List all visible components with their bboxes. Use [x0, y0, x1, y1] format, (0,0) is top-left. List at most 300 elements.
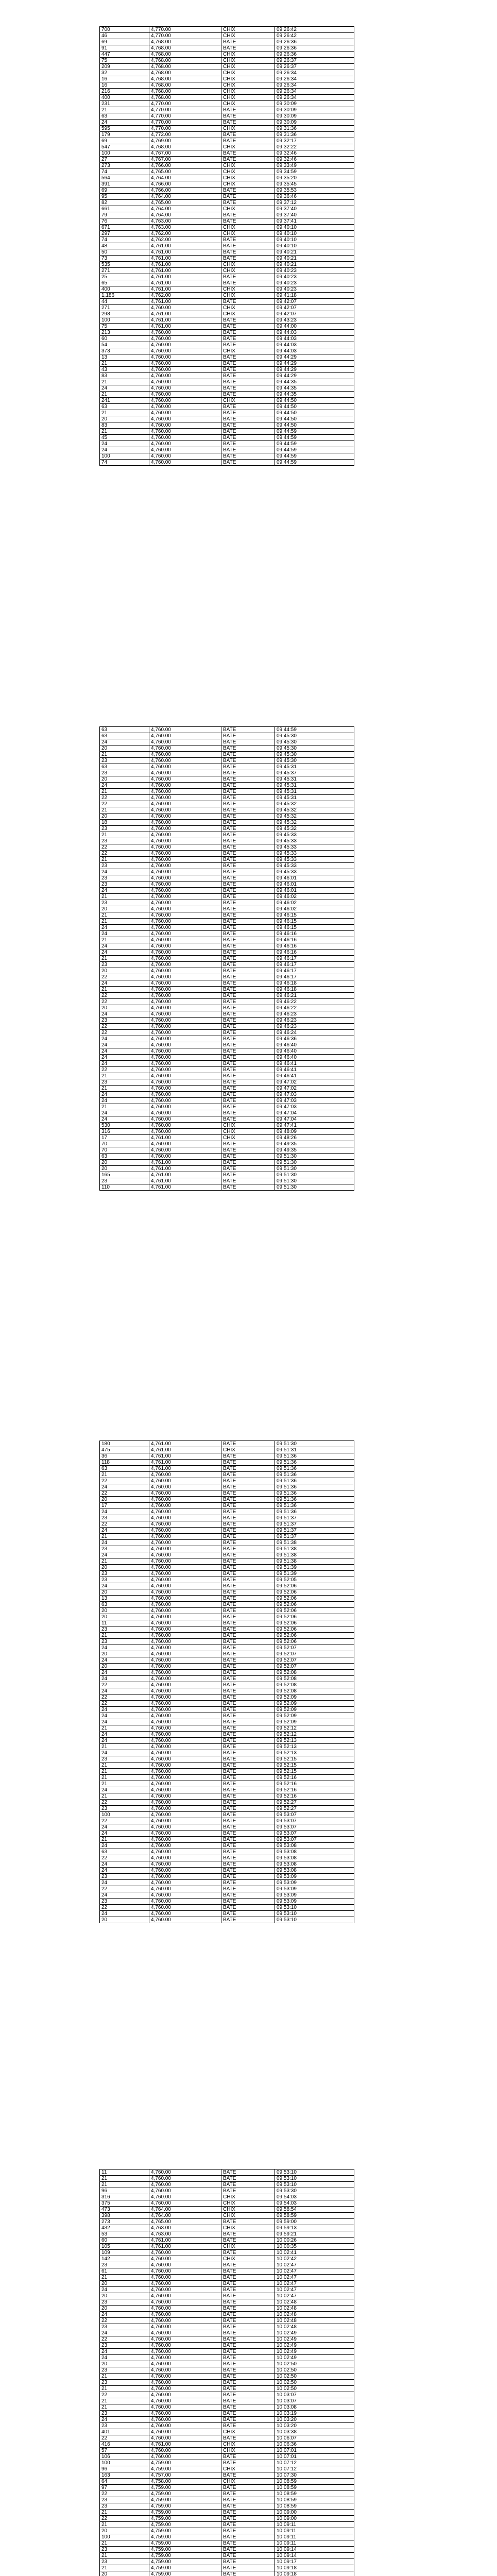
price-cell: 4,760.00	[149, 305, 221, 311]
price-cell: 4,760.00	[149, 2299, 221, 2306]
venue-cell: BATE	[221, 1166, 275, 1172]
venue-cell: CHIX	[221, 76, 275, 82]
volume-cell: 23	[100, 962, 149, 968]
volume-cell: 63	[100, 764, 149, 770]
volume-cell: 21	[100, 1472, 149, 1478]
venue-cell: BATE	[221, 299, 275, 305]
time-cell: 10:02:47	[275, 2293, 354, 2299]
table-row	[100, 1098, 354, 1104]
venue-cell: BATE	[221, 404, 275, 410]
table-row	[100, 2182, 354, 2188]
table-row	[100, 1036, 354, 1042]
volume-cell: 20	[100, 906, 149, 912]
price-cell: 4,760.00	[149, 373, 221, 379]
venue-cell: BATE	[221, 2287, 275, 2293]
venue-cell: BATE	[221, 361, 275, 367]
volume-cell: 21	[100, 956, 149, 962]
price-cell: 4,761.00	[149, 280, 221, 286]
volume-cell: 1,186	[100, 293, 149, 299]
time-cell: 09:52:15	[275, 1756, 354, 1762]
price-cell: 4,760.00	[149, 2343, 221, 2349]
volume-cell: 23	[100, 2262, 149, 2268]
table-row	[100, 851, 354, 857]
venue-cell: CHIX	[221, 2466, 275, 2472]
venue-cell: BATE	[221, 429, 275, 435]
time-cell: 10:02:48	[275, 2299, 354, 2306]
price-cell: 4,770.00	[149, 120, 221, 126]
venue-cell: BATE	[221, 1843, 275, 1849]
volume-cell: 20	[100, 1497, 149, 1503]
time-cell: 09:40:21	[275, 262, 354, 268]
volume-cell: 23	[100, 2497, 149, 2503]
volume-cell: 23	[100, 1639, 149, 1645]
price-cell: 4,766.00	[149, 181, 221, 188]
table-row	[100, 2448, 354, 2454]
price-cell: 4,760.00	[149, 1110, 221, 1116]
venue-cell: CHIX	[221, 126, 275, 132]
table-row	[100, 286, 354, 293]
venue-cell: BATE	[221, 2565, 275, 2571]
venue-cell: BATE	[221, 1756, 275, 1762]
venue-cell: BATE	[221, 1639, 275, 1645]
price-cell: 4,768.00	[149, 95, 221, 101]
time-cell: 10:03:20	[275, 2423, 354, 2429]
time-cell: 10:02:48	[275, 2318, 354, 2324]
table-row	[100, 293, 354, 299]
time-cell: 09:44:59	[275, 435, 354, 441]
table-row	[100, 1639, 354, 1645]
volume-cell: 401	[100, 2429, 149, 2435]
volume-cell: 24	[100, 950, 149, 956]
time-cell: 09:32:17	[275, 138, 354, 144]
time-cell: 09:37:40	[275, 212, 354, 218]
volume-cell: 17	[100, 1135, 149, 1141]
time-cell: 09:40:10	[275, 237, 354, 243]
time-cell: 09:54:03	[275, 2194, 354, 2200]
volume-cell: 22	[100, 1478, 149, 1484]
price-cell: 4,768.00	[149, 70, 221, 76]
table-row	[100, 1843, 354, 1849]
time-cell: 09:52:09	[275, 1694, 354, 1701]
price-cell: 4,759.00	[149, 2460, 221, 2466]
time-cell: 09:47:02	[275, 1086, 354, 1092]
venue-cell: BATE	[221, 188, 275, 194]
price-cell: 4,760.00	[149, 851, 221, 857]
table-row	[100, 89, 354, 95]
price-cell: 4,760.00	[149, 2312, 221, 2318]
volume-cell: 24	[100, 1098, 149, 1104]
time-cell: 09:53:09	[275, 1874, 354, 1880]
volume-cell: 20	[100, 1614, 149, 1620]
time-cell: 09:46:23	[275, 1024, 354, 1030]
venue-cell: BATE	[221, 2268, 275, 2275]
time-cell: 09:46:40	[275, 1055, 354, 1061]
volume-cell: 21	[100, 1073, 149, 1079]
table-row	[100, 52, 354, 58]
time-cell: 10:09:11	[275, 2540, 354, 2547]
table-row	[100, 2404, 354, 2411]
venue-cell: BATE	[221, 1546, 275, 1552]
time-cell: 09:45:30	[275, 752, 354, 758]
time-cell: 09:52:09	[275, 1719, 354, 1725]
volume-cell: 447	[100, 52, 149, 58]
price-cell: 4,758.00	[149, 2479, 221, 2485]
venue-cell: BATE	[221, 1911, 275, 1917]
table-row	[100, 2231, 354, 2238]
venue-cell: BATE	[221, 2491, 275, 2497]
time-cell: 09:45:31	[275, 783, 354, 789]
time-cell: 09:46:17	[275, 968, 354, 974]
table-row	[100, 1515, 354, 1521]
time-cell: 09:46:18	[275, 980, 354, 987]
time-cell: 09:52:12	[275, 1725, 354, 1732]
venue-cell: BATE	[221, 801, 275, 807]
price-cell: 4,760.00	[149, 1086, 221, 1092]
time-cell: 10:06:36	[275, 2442, 354, 2448]
venue-cell: BATE	[221, 2528, 275, 2534]
table-row	[100, 1880, 354, 1886]
venue-cell: BATE	[221, 956, 275, 962]
venue-cell: BATE	[221, 1011, 275, 1018]
volume-cell: 24	[100, 783, 149, 789]
time-cell: 10:02:50	[275, 2386, 354, 2392]
time-cell: 09:44:00	[275, 324, 354, 330]
venue-cell: BATE	[221, 1713, 275, 1719]
time-cell: 09:46:02	[275, 906, 354, 912]
time-cell: 09:51:30	[275, 1154, 354, 1160]
venue-cell: BATE	[221, 1787, 275, 1793]
price-cell: 4,760.00	[149, 1558, 221, 1565]
table-row	[100, 1490, 354, 1497]
venue-cell: BATE	[221, 1670, 275, 1676]
volume-cell: 241	[100, 398, 149, 404]
price-cell: 4,760.00	[149, 770, 221, 776]
volume-cell: 21	[100, 1633, 149, 1639]
table-row	[100, 919, 354, 925]
price-cell: 4,760.00	[149, 447, 221, 453]
time-cell: 09:46:24	[275, 1030, 354, 1036]
table-row	[100, 1110, 354, 1116]
time-cell: 09:53:10	[275, 1911, 354, 1917]
venue-cell: BATE	[221, 1874, 275, 1880]
volume-cell: 23	[100, 2299, 149, 2306]
time-cell: 09:42:07	[275, 305, 354, 311]
time-cell: 09:46:22	[275, 999, 354, 1005]
volume-cell: 24	[100, 1892, 149, 1899]
price-cell: 4,760.00	[149, 1620, 221, 1626]
price-cell: 4,761.00	[149, 1453, 221, 1460]
table-row	[100, 1676, 354, 1682]
price-cell: 4,760.00	[149, 733, 221, 739]
time-cell: 09:45:32	[275, 820, 354, 826]
table-row	[100, 157, 354, 163]
volume-cell: 21	[100, 1793, 149, 1800]
time-cell: 09:51:38	[275, 1558, 354, 1565]
price-cell: 4,760.00	[149, 1596, 221, 1602]
volume-cell: 21	[100, 912, 149, 919]
volume-cell: 13	[100, 354, 149, 361]
price-cell: 4,761.00	[149, 243, 221, 249]
table-row	[100, 2435, 354, 2442]
table-row	[100, 987, 354, 993]
volume-cell: 21	[100, 1837, 149, 1843]
volume-cell: 69	[100, 188, 149, 194]
volume-cell: 21	[100, 807, 149, 814]
price-cell: 4,760.00	[149, 1565, 221, 1571]
time-cell: 09:59:13	[275, 2225, 354, 2231]
volume-cell: 23	[100, 1571, 149, 1577]
venue-cell: BATE	[221, 2411, 275, 2417]
price-cell: 4,760.00	[149, 752, 221, 758]
table-row	[100, 2374, 354, 2380]
price-cell: 4,763.00	[149, 225, 221, 231]
table-row	[100, 1831, 354, 1837]
table-row	[100, 1602, 354, 1608]
price-cell: 4,760.00	[149, 2404, 221, 2411]
venue-cell: BATE	[221, 1528, 275, 1534]
venue-cell: BATE	[221, 2182, 275, 2188]
table-row	[100, 2392, 354, 2398]
venue-cell: BATE	[221, 1571, 275, 1577]
volume-cell: 24	[100, 1787, 149, 1793]
price-cell: 4,760.00	[149, 416, 221, 422]
table-row	[100, 1886, 354, 1892]
table-row	[100, 354, 354, 361]
price-cell: 4,760.00	[149, 1694, 221, 1701]
venue-cell: BATE	[221, 1110, 275, 1116]
table-row	[100, 416, 354, 422]
volume-cell: 21	[100, 1744, 149, 1750]
time-cell: 09:52:06	[275, 1583, 354, 1589]
table-row	[100, 1824, 354, 1831]
volume-cell: 46	[100, 33, 149, 39]
volume-cell: 24	[100, 1738, 149, 1744]
volume-cell: 24	[100, 1657, 149, 1664]
venue-cell: BATE	[221, 2367, 275, 2374]
table-row	[100, 1589, 354, 1596]
price-cell: 4,761.00	[149, 317, 221, 324]
time-cell: 09:47:41	[275, 1123, 354, 1129]
venue-cell: BATE	[221, 1061, 275, 1067]
venue-cell: BATE	[221, 1651, 275, 1657]
table-row	[100, 1472, 354, 1478]
time-cell: 10:02:49	[275, 2330, 354, 2336]
price-cell: 4,760.00	[149, 1670, 221, 1676]
time-cell: 09:44:03	[275, 348, 354, 354]
table-row	[100, 2312, 354, 2318]
volume-cell: 100	[100, 1812, 149, 1818]
volume-cell: 76	[100, 218, 149, 225]
venue-cell: BATE	[221, 2472, 275, 2479]
table-row	[100, 1042, 354, 1048]
table-row	[100, 2442, 354, 2448]
table-row	[100, 2281, 354, 2287]
volume-cell: 74	[100, 460, 149, 466]
volume-cell: 64	[100, 2479, 149, 2485]
volume-cell: 24	[100, 1676, 149, 1682]
time-cell: 09:53:07	[275, 1818, 354, 1824]
volume-cell: 661	[100, 206, 149, 212]
venue-cell: CHIX	[221, 225, 275, 231]
venue-cell: BATE	[221, 2219, 275, 2225]
venue-cell: BATE	[221, 1868, 275, 1874]
price-cell: 4,760.00	[149, 1688, 221, 1694]
table-row	[100, 900, 354, 906]
volume-cell: 23	[100, 838, 149, 844]
table-row	[100, 974, 354, 980]
venue-cell: BATE	[221, 1521, 275, 1528]
table-row	[100, 1048, 354, 1055]
table-row	[100, 1707, 354, 1713]
price-cell: 4,759.00	[149, 2522, 221, 2528]
price-cell: 4,760.00	[149, 2398, 221, 2404]
price-cell: 4,760.00	[149, 1868, 221, 1874]
time-cell: 10:02:48	[275, 2324, 354, 2330]
volume-cell: 21	[100, 1762, 149, 1769]
time-cell: 09:31:36	[275, 132, 354, 138]
table-row	[100, 894, 354, 900]
table-row	[100, 1626, 354, 1633]
price-cell: 4,760.00	[149, 1478, 221, 1484]
volume-cell: 671	[100, 225, 149, 231]
time-cell: 09:40:23	[275, 280, 354, 286]
table-row	[100, 1787, 354, 1793]
price-cell: 4,760.00	[149, 1874, 221, 1880]
time-cell: 09:52:06	[275, 1626, 354, 1633]
venue-cell: BATE	[221, 1503, 275, 1509]
time-cell: 09:53:07	[275, 1824, 354, 1831]
table-row	[100, 2219, 354, 2225]
time-cell: 09:52:06	[275, 1639, 354, 1645]
volume-cell: 43	[100, 367, 149, 373]
price-cell: 4,760.00	[149, 1042, 221, 1048]
venue-cell: CHIX	[221, 293, 275, 299]
price-cell: 4,760.00	[149, 1048, 221, 1055]
price-cell: 4,760.00	[149, 2367, 221, 2374]
volume-cell: 60	[100, 336, 149, 342]
time-cell: 09:45:30	[275, 733, 354, 739]
venue-cell: BATE	[221, 280, 275, 286]
table-row	[100, 745, 354, 752]
time-cell: 09:26:37	[275, 58, 354, 64]
venue-cell: BATE	[221, 194, 275, 200]
table-row	[100, 324, 354, 330]
table-row	[100, 2176, 354, 2182]
volume-cell: 44	[100, 299, 149, 305]
venue-cell: BATE	[221, 1490, 275, 1497]
price-cell: 4,772.00	[149, 132, 221, 138]
time-cell: 10:09:18	[275, 2565, 354, 2571]
volume-cell: 21	[100, 857, 149, 863]
time-cell: 09:52:06	[275, 1614, 354, 1620]
price-cell: 4,760.00	[149, 1521, 221, 1528]
table-row	[100, 801, 354, 807]
price-cell: 4,761.00	[149, 286, 221, 293]
table-row	[100, 1682, 354, 1688]
venue-cell: BATE	[221, 1608, 275, 1614]
time-cell: 09:44:29	[275, 367, 354, 373]
table-row	[100, 770, 354, 776]
time-cell: 09:44:50	[275, 416, 354, 422]
venue-cell: BATE	[221, 1154, 275, 1160]
time-cell: 09:44:29	[275, 361, 354, 367]
table-row	[100, 1178, 354, 1184]
venue-cell: BATE	[221, 851, 275, 857]
time-cell: 09:52:09	[275, 1713, 354, 1719]
table-row	[100, 2349, 354, 2355]
time-cell: 10:09:18	[275, 2571, 354, 2576]
time-cell: 09:52:16	[275, 1793, 354, 1800]
venue-cell: BATE	[221, 2386, 275, 2392]
time-cell: 09:59:00	[275, 2219, 354, 2225]
venue-cell: BATE	[221, 937, 275, 943]
price-cell: 4,760.00	[149, 1744, 221, 1750]
venue-cell: BATE	[221, 1577, 275, 1583]
table-row	[100, 764, 354, 770]
price-cell: 4,760.00	[149, 1614, 221, 1620]
price-cell: 4,766.00	[149, 163, 221, 169]
venue-cell: CHIX	[221, 206, 275, 212]
volume-cell: 22	[100, 1800, 149, 1806]
venue-cell: BATE	[221, 1806, 275, 1812]
price-cell: 4,760.00	[149, 354, 221, 361]
venue-cell: CHIX	[221, 58, 275, 64]
time-cell: 09:51:37	[275, 1521, 354, 1528]
venue-cell: BATE	[221, 2318, 275, 2324]
table-row	[100, 126, 354, 132]
volume-cell: 24	[100, 441, 149, 447]
table-row	[100, 758, 354, 764]
table-row	[100, 1116, 354, 1123]
time-cell: 10:07:01	[275, 2448, 354, 2454]
volume-cell: 22	[100, 993, 149, 999]
time-cell: 09:51:36	[275, 1484, 354, 1490]
venue-cell: CHIX	[221, 181, 275, 188]
table-row	[100, 1899, 354, 1905]
table-row	[100, 2497, 354, 2503]
price-cell: 4,760.00	[149, 807, 221, 814]
time-cell: 09:51:37	[275, 1528, 354, 1534]
price-cell: 4,760.00	[149, 1552, 221, 1558]
price-cell: 4,766.00	[149, 188, 221, 194]
volume-cell: 45	[100, 435, 149, 441]
table-row	[100, 45, 354, 52]
table-row	[100, 410, 354, 416]
volume-cell: 25	[100, 274, 149, 280]
time-cell: 09:40:23	[275, 268, 354, 274]
volume-cell: 24	[100, 1042, 149, 1048]
table-row	[100, 1104, 354, 1110]
volume-cell: 27	[100, 157, 149, 163]
price-cell: 4,760.00	[149, 764, 221, 770]
time-cell: 09:32:46	[275, 157, 354, 163]
venue-cell: BATE	[221, 1441, 275, 1447]
time-cell: 09:52:08	[275, 1688, 354, 1694]
table-row	[100, 2411, 354, 2417]
price-cell: 4,760.00	[149, 1589, 221, 1596]
table-row	[100, 2485, 354, 2491]
table-row	[100, 379, 354, 385]
volume-cell: 24	[100, 2312, 149, 2318]
price-cell: 4,761.00	[149, 2238, 221, 2244]
venue-cell: BATE	[221, 733, 275, 739]
venue-cell: BATE	[221, 1018, 275, 1024]
venue-cell: BATE	[221, 993, 275, 999]
venue-cell: BATE	[221, 1092, 275, 1098]
venue-cell: BATE	[221, 243, 275, 249]
price-cell: 4,760.00	[149, 348, 221, 354]
time-cell: 09:51:37	[275, 1534, 354, 1540]
